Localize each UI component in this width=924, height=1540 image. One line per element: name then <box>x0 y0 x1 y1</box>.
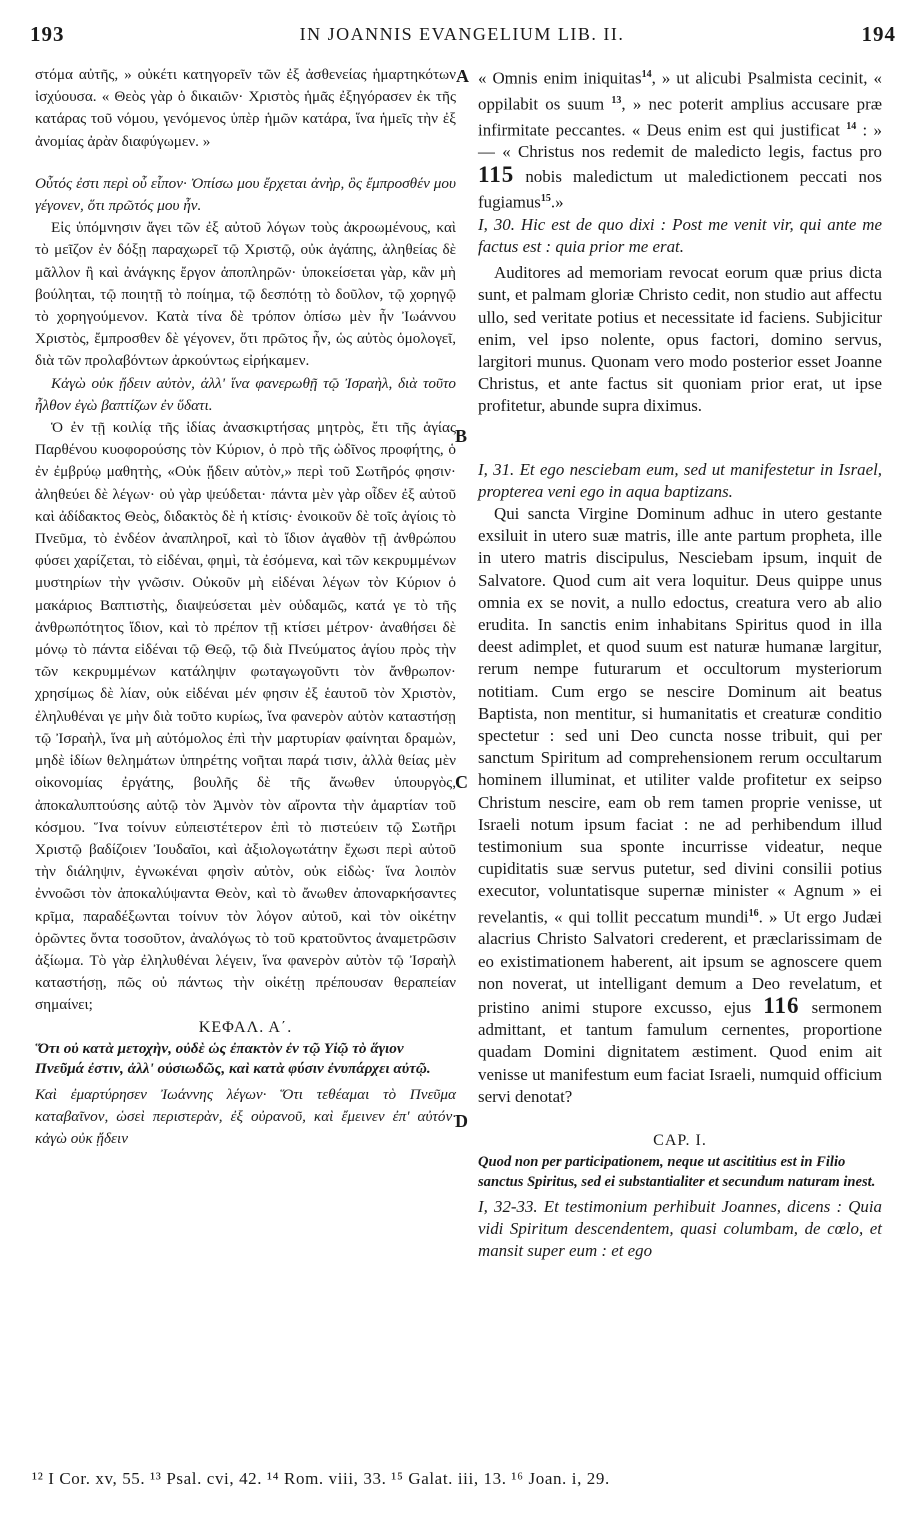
margin-letter-c: C <box>455 772 468 792</box>
latin-p1-c: , » nec poterit amplius accusare præ infirmitate peccantes. « Deus enim est qui justificat <box>478 94 882 140</box>
footnote-ref-15: 15 <box>540 192 551 204</box>
greek-column <box>35 64 456 1150</box>
greek-paragraph-3: Ὁ ἐν τῇ κοιλίᾳ τῆς ἰδίας ἀνασκιρτήσας μητρὸς, ἔτι τῆς ἁγίας Παρθένου κυοφορούσης τὸν Κύριον, ὁ πρὸ τῆς ὠδῖνος προφήτης, ὁ ἐν ἐμβρύῳ μαθητὴς, «Οὐκ ᾔδειν αὐτὸν,» περὶ τοῦ Σωτῆρός φησιν· ἀληθεύει δὲ λέγων· οὐ γὰρ ψεύδεται· πάντα μὲν γὰρ οἶδεν ἐξ αὐτοῦ καὶ ἀδίδακτος Θεὸς, διδακτὸς δὲ ἡ κτίσις· ἐνοικοῦν δὲ τοῖς ἁγίοις τὸ Πνεῦμα, τὸ ἐνδέον ἀναπληροῖ, καὶ τὸ ἴδιον ἀγαθὸν τῇ ἀνθρώπου φύσει χαρίζεται, τὸ εἰδέναι, φημὶ, τὰ ἐσόμενα, καὶ τῶν κεκρυμμένων μυστηρίων τὴν γνῶσιν. Οὐκοῦν μὴ εἰδέναι λέγων τὸν Κύριον ὁ μακάριος Βαπτιστὴς, διαψεύσεται μὲν οὐδαμῶς, κατά γε τὸ τῆς ἀνθρωπότητος ἴδιον, καὶ τὸ πρέπον τῇ κτίσει μέτρον· ἀναθήσει δὲ μόνῳ τὸ πάντα εἰδέναι τῷ Θεῷ, τῷ διὰ Πνεύματος ἁγίου πρὸς τὴν τῶν κεκρυμμένων κατάληψιν φωταγωγοῦντι τὸν ἄνθρωπον· χρησίμως δὲ λίαν, οὐκ εἰδέναι μέν φησιν ἐξ ἑαυτοῦ τὸν Χριστὸν, ἐληλυθέναι γε μὴν διὰ τοῦτο κυρίως, ἵνα φανερὸν αὐτὸν καταστήσῃ τῷ Ἰσραὴλ, ἵνα μὴ αὐτόμολος ἐπὶ τὴν μαρτυρίαν φαίνηται δραμὼν, μηδὲ ἰδίων θελημάτων ὑπηρέτης νοῆται παρά τισιν, ἀλλὰ θείας μὲν οἰκονομίας ἐργάτης, βουλῆς δὲ τῆς ἄνωθεν ὑπουργὸς, ἀποκαλυπτούσης αὐτῷ τὸν Ἀμνὸν τὸν αἴροντα τὴν ἁμαρτίαν τοῦ κόσμου. Ἵνα τοίνυν εὐπειστέτερον ἐπὶ τὸ πιστεύειν τῷ Σωτῆρι Χριστῷ βαδίζοιεν Ἰουδαῖοι, καὶ ἀξιολογωτάτην ἔχωσι περὶ αὐτοῦ τὴν διάληψιν, ἐγνωκέναι φησὶν αὐτὸν, οὐκ εἰδὼς· ἵνα λοιπὸν ἐννοῶσι τὸν ἀποκαλύψαντα Θεὸν, καὶ τὸ ἄνωθεν ἀποναρκήσαντες κρῖμα, παραδέξωνται τοίνυν τὸν λόγον αὐτοῦ, καὶ τὸν οἰκέτην ὁρῶντες ὄντα τοσοῦτον, ἀναλόγως τὸ τοῦ κρατοῦντος ἀναμετρῶσιν ἀξίωμα. Τὸ γὰρ ἐληλυθέναι λέγειν, ἵνα φανερὸν αὐτὸν τῷ Ἰσραὴλ καταστήσῃ, πῶς οὐ πάντως τὴν οἰκέτῃ πρέπουσαν θεραπείαν σημαίνει; <box>35 419 456 1014</box>
greek-paragraph-2: Εἰς ὑπόμνησιν ἄγει τῶν ἐξ αὐτοῦ λόγων τοὺς ἀκροωμένους, καὶ τὸ μεῖζον ἐν δόξῃ παραχωρεῖ τῷ Χριστῷ, οὐκ ἀγάπης, ἀληθείας δὲ μᾶλλον ἢ καὶ ἀνάγκης ἔργον ἀποπληρῶν· ὑποκείσεται γὰρ, κἂν μὴ βούληται, τῷ ποιητῇ τὸ ποίημα, τῷ δεσπότῃ τὸ δοῦλον, τῷ χορηγῷ τὸ χορηγούμενον. Κατὰ τίνα δὲ τρόπον ὀπίσω μὲν ἦν Ἰωάννου Χριστὸς, ἔμπροσθεν δὲ γέγονεν, ὅτι πρῶτος ἦν, ὡς αὐτὸς ὁμολογεῖ, διὰ τῶν προλαβόντων ἀρκούντως εἰρήκαμεν. <box>35 219 456 370</box>
greek-lemma-3: Καὶ ἐμαρτύρησεν Ἰωάννης λέγων· Ὅτι τεθέαμαι τὸ Πνεῦμα καταβαῖνον, ὡσεὶ περιστερὰν, ἐξ οὐρανοῦ, καὶ ἔμεινεν ἐπ' αὐτόν· κἀγὼ οὐκ ᾔδειν <box>35 1085 456 1148</box>
latin-p3-b: . » Ut ergo Judæi alacrius Christo Salvatori crederent, et præclarissimam de eo existimationem haberent, ait ipsum se agnoscere quem non noverat, ut intelligant demum a Deo revelatum, et pristino animi stupore excusso, ejus <box>478 907 882 1018</box>
latin-column <box>478 64 882 1263</box>
column-number-115: 115 <box>478 161 515 187</box>
latin-paragraph-3 <box>478 503 882 1108</box>
margin-letter-b: B <box>455 426 468 446</box>
latin-p1-f: .» <box>550 192 564 212</box>
greek-chapter-heading: ΚΕΦΑΛ. Α΄. <box>198 1018 293 1036</box>
latin-chapter-heading: CAP. I. <box>653 1132 707 1150</box>
running-title: IN JOANNIS EVANGELIUM LIB. II. <box>299 24 625 44</box>
latin-p3-c: sermonem admittant, et tantum famulum cernentes, proportione quadam Domini dignitatem æstiment. Quod enim ait venisse ut manifestum eum faciat Israeli, numquid officium servi denotat? <box>478 998 882 1106</box>
latin-p1-d: : » — « Christus nos redemit de maledicto legis, factus pro <box>478 120 883 162</box>
greek-paragraph-1: στόμα αὐτῆς, » οὐκέτι κατηγορεῖν τῶν ἐξ ἀσθενείας ἡμαρτηκότων ἰσχύουσα. « Θεὸς γὰρ ὁ δικαιῶν· Χριστὸς ἡμᾶς ἐξηγόρασεν ἐκ τῆς κατάρας τοῦ νόμου, γενόμενος ὑπὲρ ἡμῶν κατάρα, ἵνα ἡμεῖς τὴν ἐξ ἀνομίας ἀρὰν διαφύγωμεν. » <box>35 66 456 150</box>
latin-p1-a: « Omnis enim iniquitas <box>478 68 642 88</box>
margin-letter-a: A <box>456 66 469 86</box>
latin-paragraph-1 <box>478 64 882 214</box>
column-number-116: 116 <box>763 993 800 1019</box>
latin-p3-a: Qui sancta Virgine Dominum adhuc in utero gestante exsiluit in utero suæ matris, ille ante partum propheta, ille in utero matris discipulus, Nesciebam ipsum, inquit de Salvatore. Quod cum ait vera loquitur. Deus quippe unus omnia ex se novit, a nullo edoctus, creatura vero ab alio erudita. In sanctis enim inhabitans Spiritus quod in illa deest adimplet, et quod suum est naturæ humanæ largitur, rerum nempe futurarum et occultorum mysteriorum notitiam. Cum ergo se nescire Dominum ait beatus Baptista, non mentitur, si humanitatis et creaturæ conditio spectetur : sed uni Deo cuncta nosse tribuit, qui per sanctum Spiritum ad comprehensionem rerum occultarum hominem illuminat, et utiliter valde profitetur ex seipso Christum nescire, eam ob rem tamen proprie venisse, ut Israeli notum ipsum faciat : ne ad perhibendum illud testimonium sua sponte incurrisse videatur, neque cupiditatis suæ servus putetur, sed divini consilii potius executor, voluntatisque supernæ minister « Agnum » ei revelantis, « qui tollit peccatum mundi <box>478 503 882 927</box>
footnote-ref-12: 14 <box>641 69 652 80</box>
margin-letter-d: D <box>455 1111 468 1131</box>
latin-p1-e: nobis maledictum ut maledictionem peccati nos fugiamus <box>478 166 882 212</box>
page-header <box>0 22 924 50</box>
greek-lemma-1: Οὗτός ἐστι περὶ οὗ εἶπον· Ὀπίσω μου ἔρχεται ἀνὴρ, ὃς ἔμπροσθέν μου γέγονεν, ὅτι πρῶτός μου ἦν. <box>35 174 456 215</box>
greek-lemma-2: Κἀγὼ οὐκ ᾔδειν αὐτὸν, ἀλλ' ἵνα φανερωθῇ τῷ Ἰσραὴλ, διὰ τοῦτο ἦλθον ἐγὼ βαπτίζων ἐν ὕδατι. <box>35 374 456 414</box>
page-number-left: 193 <box>30 22 65 46</box>
footnote-ref-14: 14 <box>846 120 857 132</box>
footnotes: ¹² I Cor. xv, 55. ¹³ Psal. cvi, 42. ¹⁴ Rom. viii, 33. ¹⁵ Galat. iii, 13. ¹⁶ Joan. i, 29. <box>32 1469 610 1488</box>
latin-chapter-title: Quod non per participationem, neque ut ascititius est in Filio sanctus Spiritus, sed ei substantialiter et secundum naturam inest. <box>478 1154 876 1191</box>
footnote-ref-16: 16 <box>748 907 759 919</box>
latin-lemma-3: I, 32-33. Et testimonium perhibuit Joannes, dicens : Quia vidi Spiritum descendentem, quasi columbam, de cœlo, et mansit super eum : et ego <box>478 1197 882 1261</box>
latin-p1-b: , » ut alicubi Psalmista cecinit, « oppilabit os suum <box>478 68 882 114</box>
greek-chapter-title: Ὅτι οὐ κατὰ μετοχὴν, οὐδὲ ὡς ἐπακτὸν ἐν τῷ Υἱῷ τὸ ἅγιον Πνεῦμά ἐστιν, ἀλλ' οὐσιωδῶς, καὶ κατὰ φύσιν ἐνυπάρχει αὐτῷ. <box>35 1039 431 1078</box>
footnote-ref-13: 13 <box>611 94 622 106</box>
latin-paragraph-2: Auditores ad memoriam revocat eorum quæ prius dicta sunt, et palmam gloriæ Christo cedit, non studio aut affectu ullo, sed veritate potius et necessitate id faciens. Subjicitur enim, vel ipso nolente, opus factori, domino servus, largitori munus. Quonam vero modo posterior esset Joanne Christus, et ante factus sit quoniam prior erat, ut ipse profitetur, abunde supra diximus. <box>478 263 882 416</box>
latin-lemma-2: I, 31. Et ego nesciebam eum, sed ut manifestetur in Israel, propterea veni ego in aqua baptizans. <box>478 459 882 501</box>
page-number-right: 194 <box>861 22 896 46</box>
latin-lemma-1: I, 30. Hic est de quo dixi : Post me venit vir, qui ante me factus est : quia prior me erat. <box>478 214 882 256</box>
